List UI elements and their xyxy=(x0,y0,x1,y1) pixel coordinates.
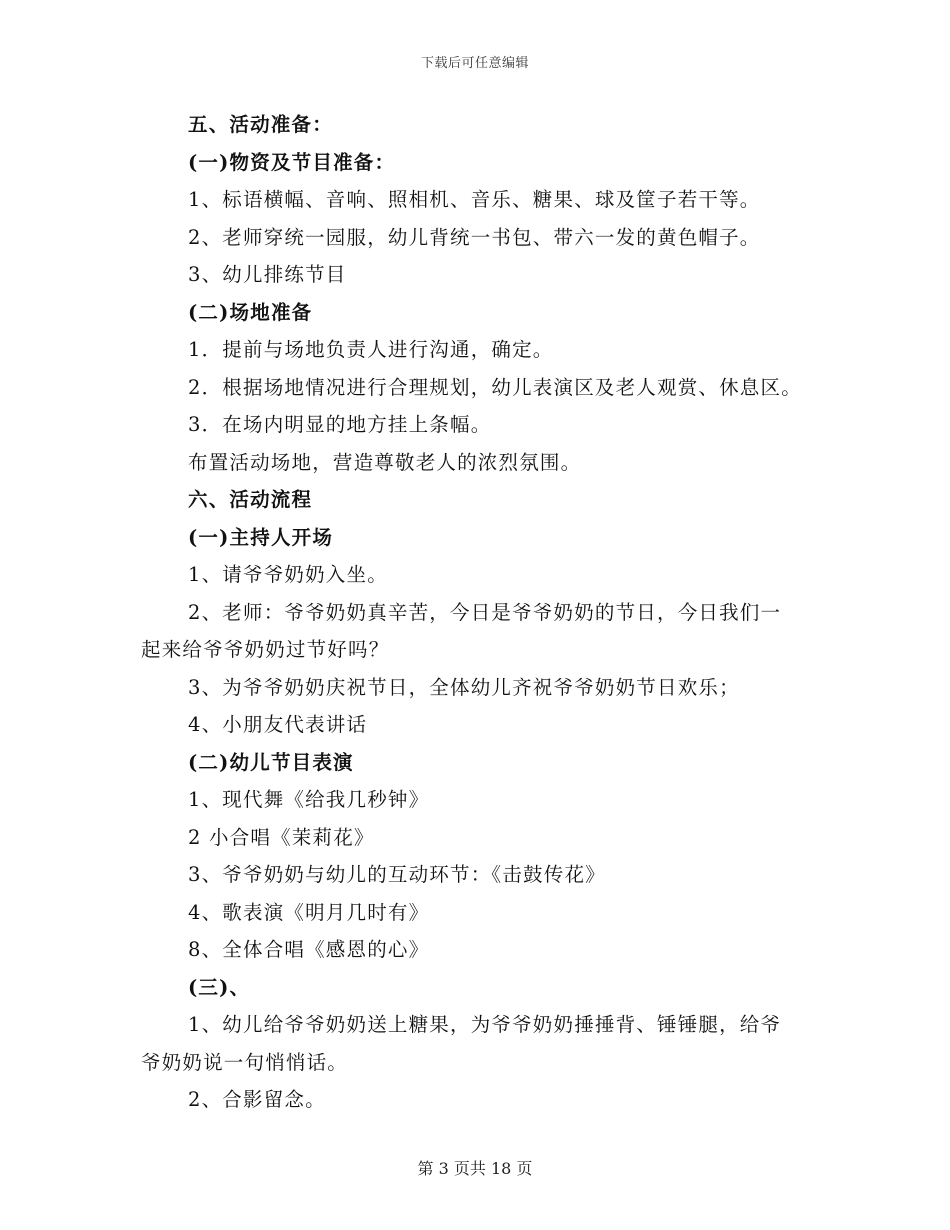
list-item: 1、幼儿给爷爷奶奶送上糖果，为爷爷奶奶捶捶背、锤锤腿，给爷 xyxy=(188,1013,782,1036)
list-item-continuation: 爷奶奶说一句悄悄话。 xyxy=(141,1050,349,1074)
subsection-heading-performances: (二)幼儿节目表演 xyxy=(188,750,354,774)
document-body xyxy=(141,106,831,1119)
list-item: 2．根据场地情况进行合理规划，幼儿表演区及老人观赏、休息区。 xyxy=(188,375,802,399)
list-item: 2、合影留念。 xyxy=(188,1088,326,1111)
subsection-heading-three: (三)、 xyxy=(188,975,251,999)
list-item: 3、幼儿排练节目 xyxy=(188,263,347,286)
list-item: 3．在场内明显的地方挂上条幅。 xyxy=(188,413,492,436)
list-item: 4、小朋友代表讲话 xyxy=(188,713,368,736)
list-item: 1、请爷爷奶奶入坐。 xyxy=(188,563,388,586)
list-item: 2 小合唱《茉莉花》 xyxy=(188,825,375,849)
page-header: 下载后可任意编辑 xyxy=(420,56,529,71)
list-item: 8、全体合唱《感恩的心》 xyxy=(188,938,430,961)
section-heading-preparation: 五、活动准备： xyxy=(188,113,333,136)
subsection-heading-venue: (二)场地准备 xyxy=(188,300,313,324)
list-item: 4、歌表演《明月几时有》 xyxy=(188,900,430,924)
paragraph: 布置活动场地，营造尊敬老人的浓烈氛围。 xyxy=(188,450,582,474)
list-item: 2、老师：爷爷奶奶真辛苦，今日是爷爷奶奶的节日，今日我们一 xyxy=(188,600,782,624)
list-item-continuation: 起来给爷爷奶奶过节好吗？ xyxy=(141,638,390,661)
section-heading-process: 六、活动流程 xyxy=(188,488,313,511)
list-item: 3、爷爷奶奶与幼儿的互动环节：《击鼓传花》 xyxy=(188,863,606,886)
list-item: 3、为爷爷奶奶庆祝节日，全体幼儿齐祝爷爷奶奶节日欢乐； xyxy=(188,675,740,699)
page-footer: 第 3 页共 18 页 xyxy=(417,1159,533,1178)
subsection-heading-host: (一)主持人开场 xyxy=(188,525,334,549)
subsection-heading-materials: (一)物资及节目准备： xyxy=(188,150,396,174)
list-item: 1、标语横幅、音响、照相机、音乐、糖果、球及筐子若干等。 xyxy=(188,188,761,211)
list-item: 1．提前与场地负责人进行沟通，确定。 xyxy=(188,338,554,361)
list-item: 2、老师穿统一园服，幼儿背统一书包、带六一发的黄色帽子。 xyxy=(188,225,761,249)
list-item: 1、现代舞《给我几秒钟》 xyxy=(188,788,430,811)
